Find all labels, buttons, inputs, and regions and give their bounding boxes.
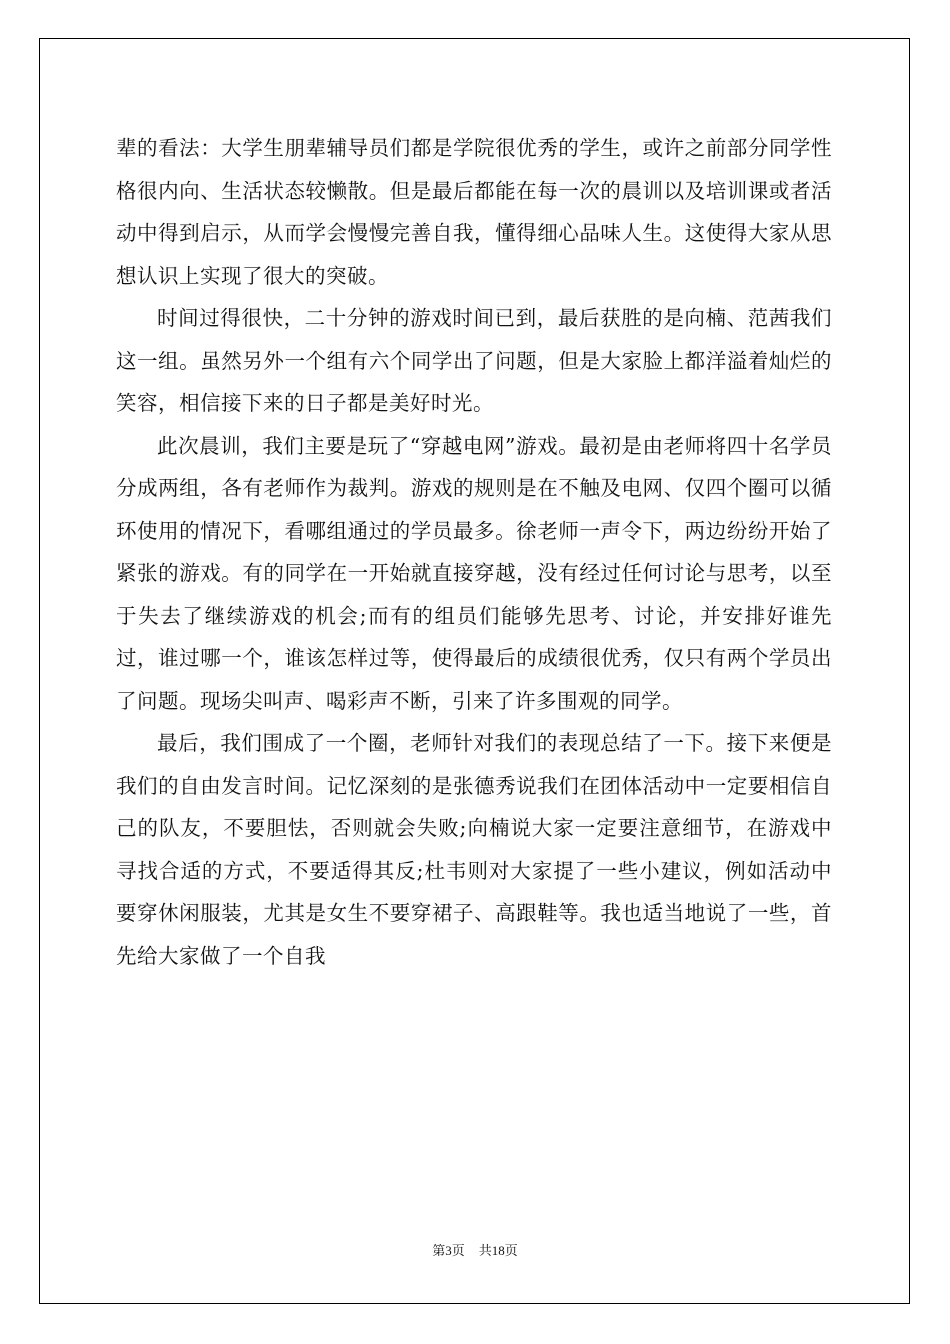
page-total: 共18页 — [478, 1243, 518, 1258]
paragraph-game-result: 时间过得很快，二十分钟的游戏时间已到，最后获胜的是向楠、范茜我们这一组。虽然另外一个组有六个同学出了问题，但是大家脸上都洋溢着灿烂的笑容，相信接下来的日子都是美好时光。 — [116, 306, 832, 415]
paragraph-morning-training: 此次晨训，我们主要是玩了“穿越电网”游戏。最初是由老师将四十名学员分成两组，各有老师作为裁判。游戏的规则是在不触及电网、仅四个圈可以循环使用的情况下，看哪组通过的学员最多。徐老师一声令下，两边纷纷开始了紧张的游戏。有的同学在一开始就直接穿越，没有经过任何讨论与思考，以至于失去了继续游戏的机会;而有的组员们能够先思考、讨论，并安排好谁先过，谁过哪一个，谁该怎样过等，使得最后的成绩很优秀，仅只有两个学员出了问题。现场尖叫声、喝彩声不断，引来了许多围观的同学。 — [116, 433, 832, 713]
page-footer — [0, 1240, 950, 1259]
paragraph-continued: 辈的看法：大学生朋辈辅导员们都是学院很优秀的学生，或许之前部分同学性格很内向、生活状态较懒散。但是最后都能在每一次的晨训以及培训课或者活动中得到启示，从而学会慢慢完善自我，懂得细心品味人生。这使得大家从思想认识上实现了很大的突破。 — [116, 136, 832, 288]
document-body — [116, 127, 832, 977]
paragraph-summary: 最后，我们围成了一个圈，老师针对我们的表现总结了一下。接下来便是我们的自由发言时间。记忆深刻的是张德秀说我们在团体活动中一定要相信自己的队友，不要胆怯，否则就会失败;向楠说大家一定要注意细节，在游戏中寻找合适的方式，不要适得其反;杜韦则对大家提了一些小建议，例如活动中要穿休闲服装，尤其是女生不要穿裙子、高跟鞋等。我也适当地说了一些，首先给大家做了一个自我 — [116, 731, 832, 968]
page-number: 第3页 — [432, 1243, 465, 1258]
